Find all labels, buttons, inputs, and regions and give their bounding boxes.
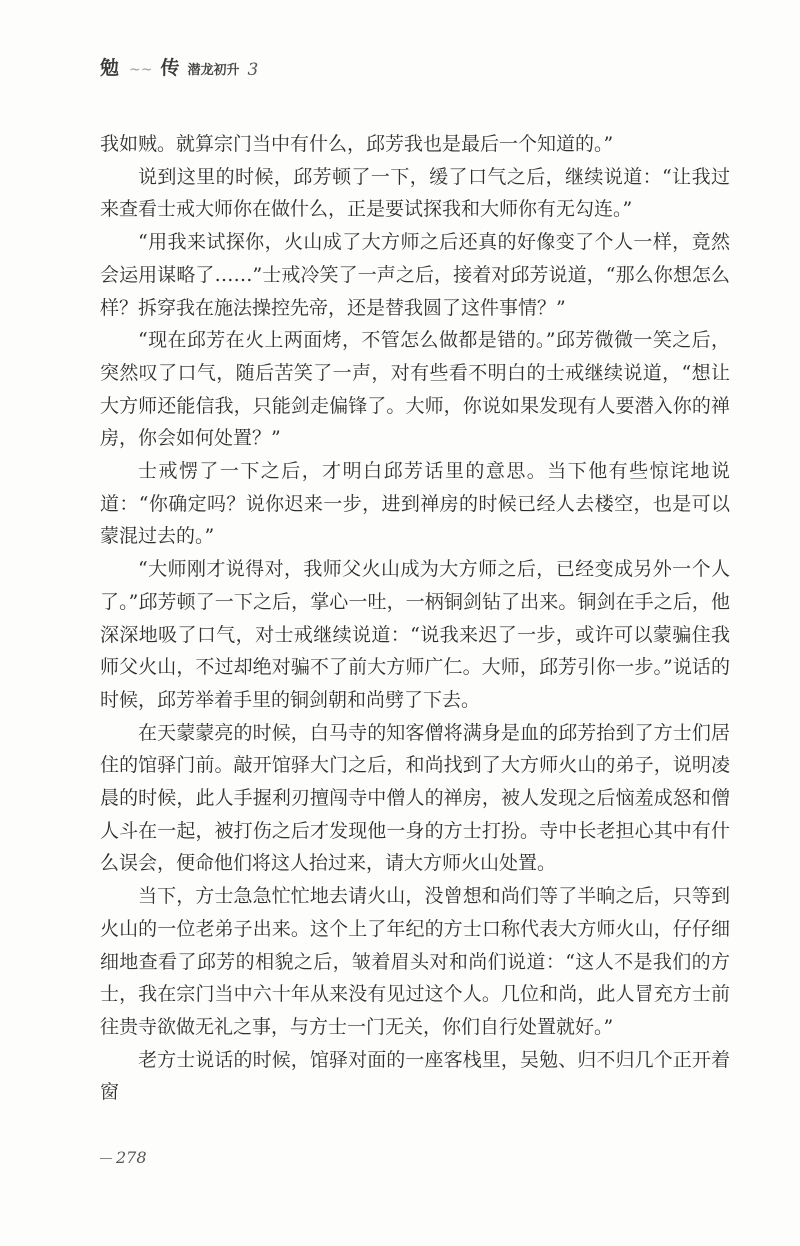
- series-title: 勉: [100, 57, 122, 79]
- running-header: [100, 44, 258, 80]
- book-subtitle: 潜龙初升: [187, 63, 240, 78]
- paragraph: 我如贼。就算宗门当中有什么，邱芳我也是最后一个知道的。”: [100, 133, 614, 155]
- paragraph: “大师刚才说得对，我师父火山成为大方师之后，已经变成另外一个人了。”邱芳顿了一下之后，掌心一吐，一柄铜剑钻了出来。铜剑在手之后，他深深地吸了口气，对士戒继续说道：“说我来迟了一步，或许可以蒙骗住我师父火山，不过却绝对骗不了前大方师广仁。大师，邱芳引你一步。”说话的时候，邱芳举着手里的铜剑朝和尚劈了下去。: [100, 558, 730, 711]
- page-number-text: 278: [116, 1148, 147, 1167]
- paragraph: “现在邱芳在火上两面烤，不管怎么做都是错的。”邱芳微微一笑之后，突然叹了口气，随后苦笑了一声，对有些看不明白的士戒继续说道，“想让大方师还能信我，只能剑走偏锋了。大师，你说如果发现有人要潜入你的禅房，你会如何处置？”: [100, 329, 730, 450]
- page-number: [100, 1148, 147, 1167]
- body-text: [100, 128, 730, 1109]
- ornament-icon: ~~: [129, 62, 153, 78]
- paragraph: 在天蒙蒙亮的时候，白马寺的知客僧将满身是血的邱芳抬到了方士们居住的馆驿门前。敲开馆驿大门之后，和尚找到了大方师火山的弟子，说明凌晨的时候，此人手握利刃擅闯寺中僧人的禅房，被人发现之后恼羞成怒和僧人斗在一起，被打伤之后才发现他一身的方士打扮。寺中长老担心其中有什么误会，便命他们将这人抬过来，请大方师火山处置。: [100, 721, 730, 875]
- series-title-2: 传: [160, 57, 182, 79]
- paragraph: “用我来试探你，火山成了大方师之后还真的好像变了个人一样，竟然会运用谋略了……”士戒冷笑了一声之后，接着对邱芳说道，“那么你想怎么样？拆穿我在施法操控先帝，还是替我圆了这件事情？”: [100, 231, 730, 319]
- paragraph: 当下，方士急急忙忙地去请火山，没曾想和尚们等了半晌之后，只等到火山的一位老弟子出来。这个上了年纪的方士口称代表大方师火山，仔仔细细地查看了邱芳的相貌之后，皱着眉头对和尚们说道：“这人不是我们的方士，我在宗门当中六十年从来没有见过这个人。几位和尚，此人冒充方士前往贵寺欲做无礼之事，与方士一门无关，你们自行处置就好。”: [100, 885, 730, 1038]
- paragraph: 士戒愣了一下之后，才明白邱芳话里的意思。当下他有些惊诧地说道：“你确定吗？说你迟来一步，进到禅房的时候已经人去楼空，也是可以蒙混过去的。”: [100, 460, 730, 548]
- paragraph: 老方士说话的时候，馆驿对面的一座客栈里，吴勉、归不归几个正开着窗: [100, 1048, 730, 1104]
- volume-number: 3: [247, 60, 259, 80]
- folio-dash: [100, 1158, 112, 1159]
- paragraph: 说到这里的时候，邱芳顿了一下，缓了口气之后，继续说道：“让我过来查看士戒大师你在做什么，正是要试探我和大师你有无勾连。”: [100, 165, 730, 221]
